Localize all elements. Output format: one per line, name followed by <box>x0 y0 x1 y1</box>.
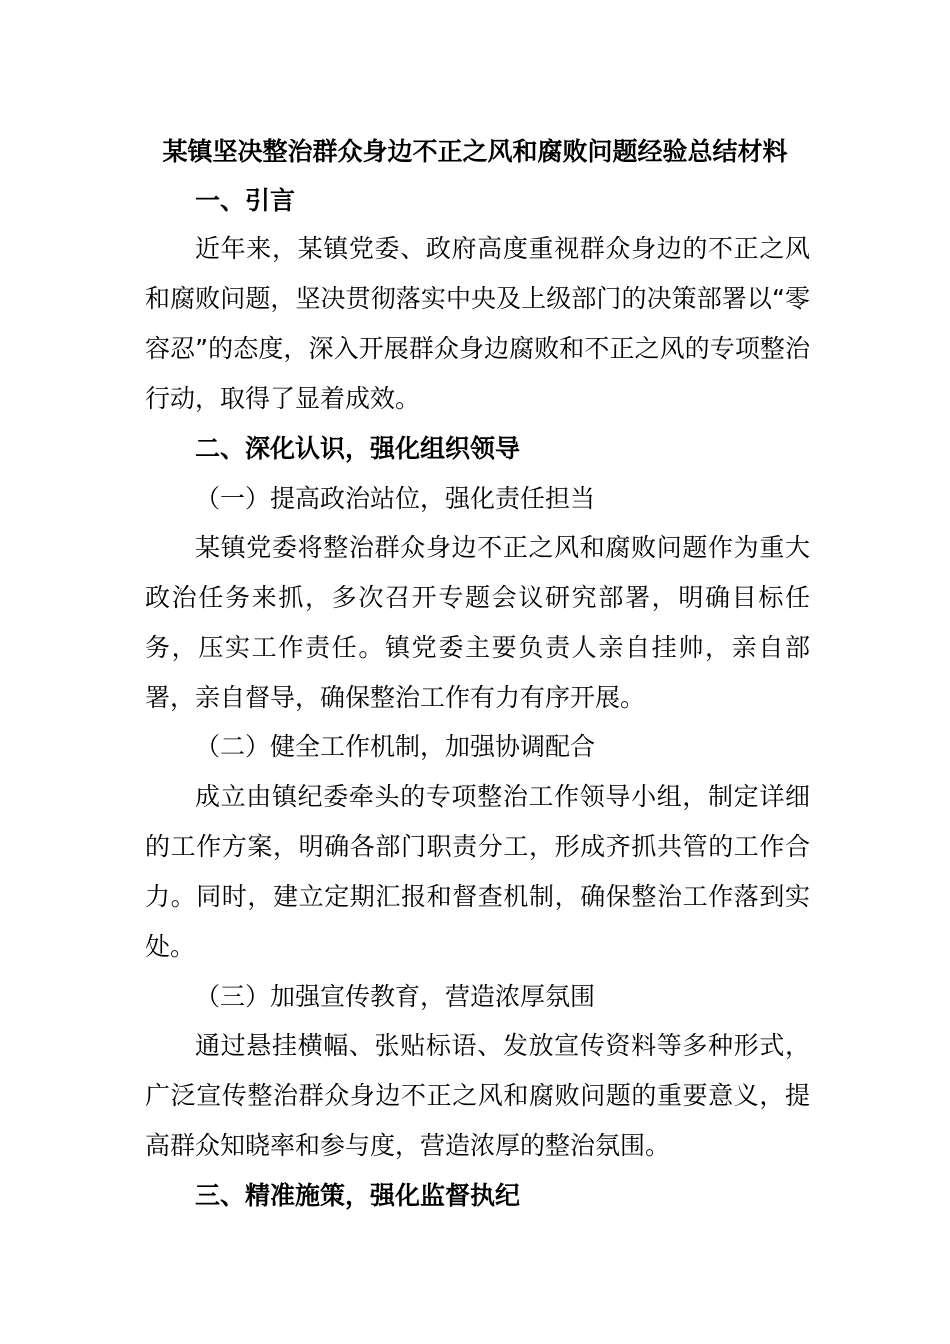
section-2-sub-3-heading: （三）加强宣传教育，营造浓厚氛围 <box>195 982 596 1011</box>
section-3-heading: 三、精准施策，强化监督执纪 <box>195 1181 521 1210</box>
section-2-sub-1-paragraph: 某镇党委将整治群众身边不正之风和腐败问题作为重大政治任务来抓，多次召开专题会议研究部署，明确目标任务，压实工作责任。镇党委主要负责人亲自挂帅，亲自部署，亲自督导，确保整治工作有力有序开展。 <box>145 533 810 712</box>
section-1-heading: 一、引言 <box>195 186 296 215</box>
section-2-sub-2-paragraph: 成立由镇纪委牵头的专项整治工作领导小组，制定详细的工作方案，明确各部门职责分工，形成齐抓共管的工作合力。同时，建立定期汇报和督查机制，确保整治工作落到实处。 <box>145 782 810 961</box>
section-2-sub-2-heading: （二）健全工作机制，加强协调配合 <box>195 732 596 761</box>
section-2-sub-1-heading: （一）提高政治站位，强化责任担当 <box>195 484 596 513</box>
section-1-paragraph: 近年来，某镇党委、政府高度重视群众身边的不正之风和腐败问题，坚决贯彻落实中央及上级部门的决策部署以“零容忍”的态度，深入开展群众身边腐败和不正之风的专项整治行动，取得了显着成效。 <box>145 234 810 413</box>
section-2-heading: 二、深化认识，强化组织领导 <box>195 434 521 463</box>
section-2-sub-3-paragraph: 通过悬挂横幅、张贴标语、发放宣传资料等多种形式，广泛宣传整治群众身边不正之风和腐败问题的重要意义，提高群众知晓率和参与度，营造浓厚的整治氛围。 <box>145 1031 810 1160</box>
document-title: 某镇坚决整治群众身边不正之风和腐败问题经验总结材料 <box>162 137 788 166</box>
